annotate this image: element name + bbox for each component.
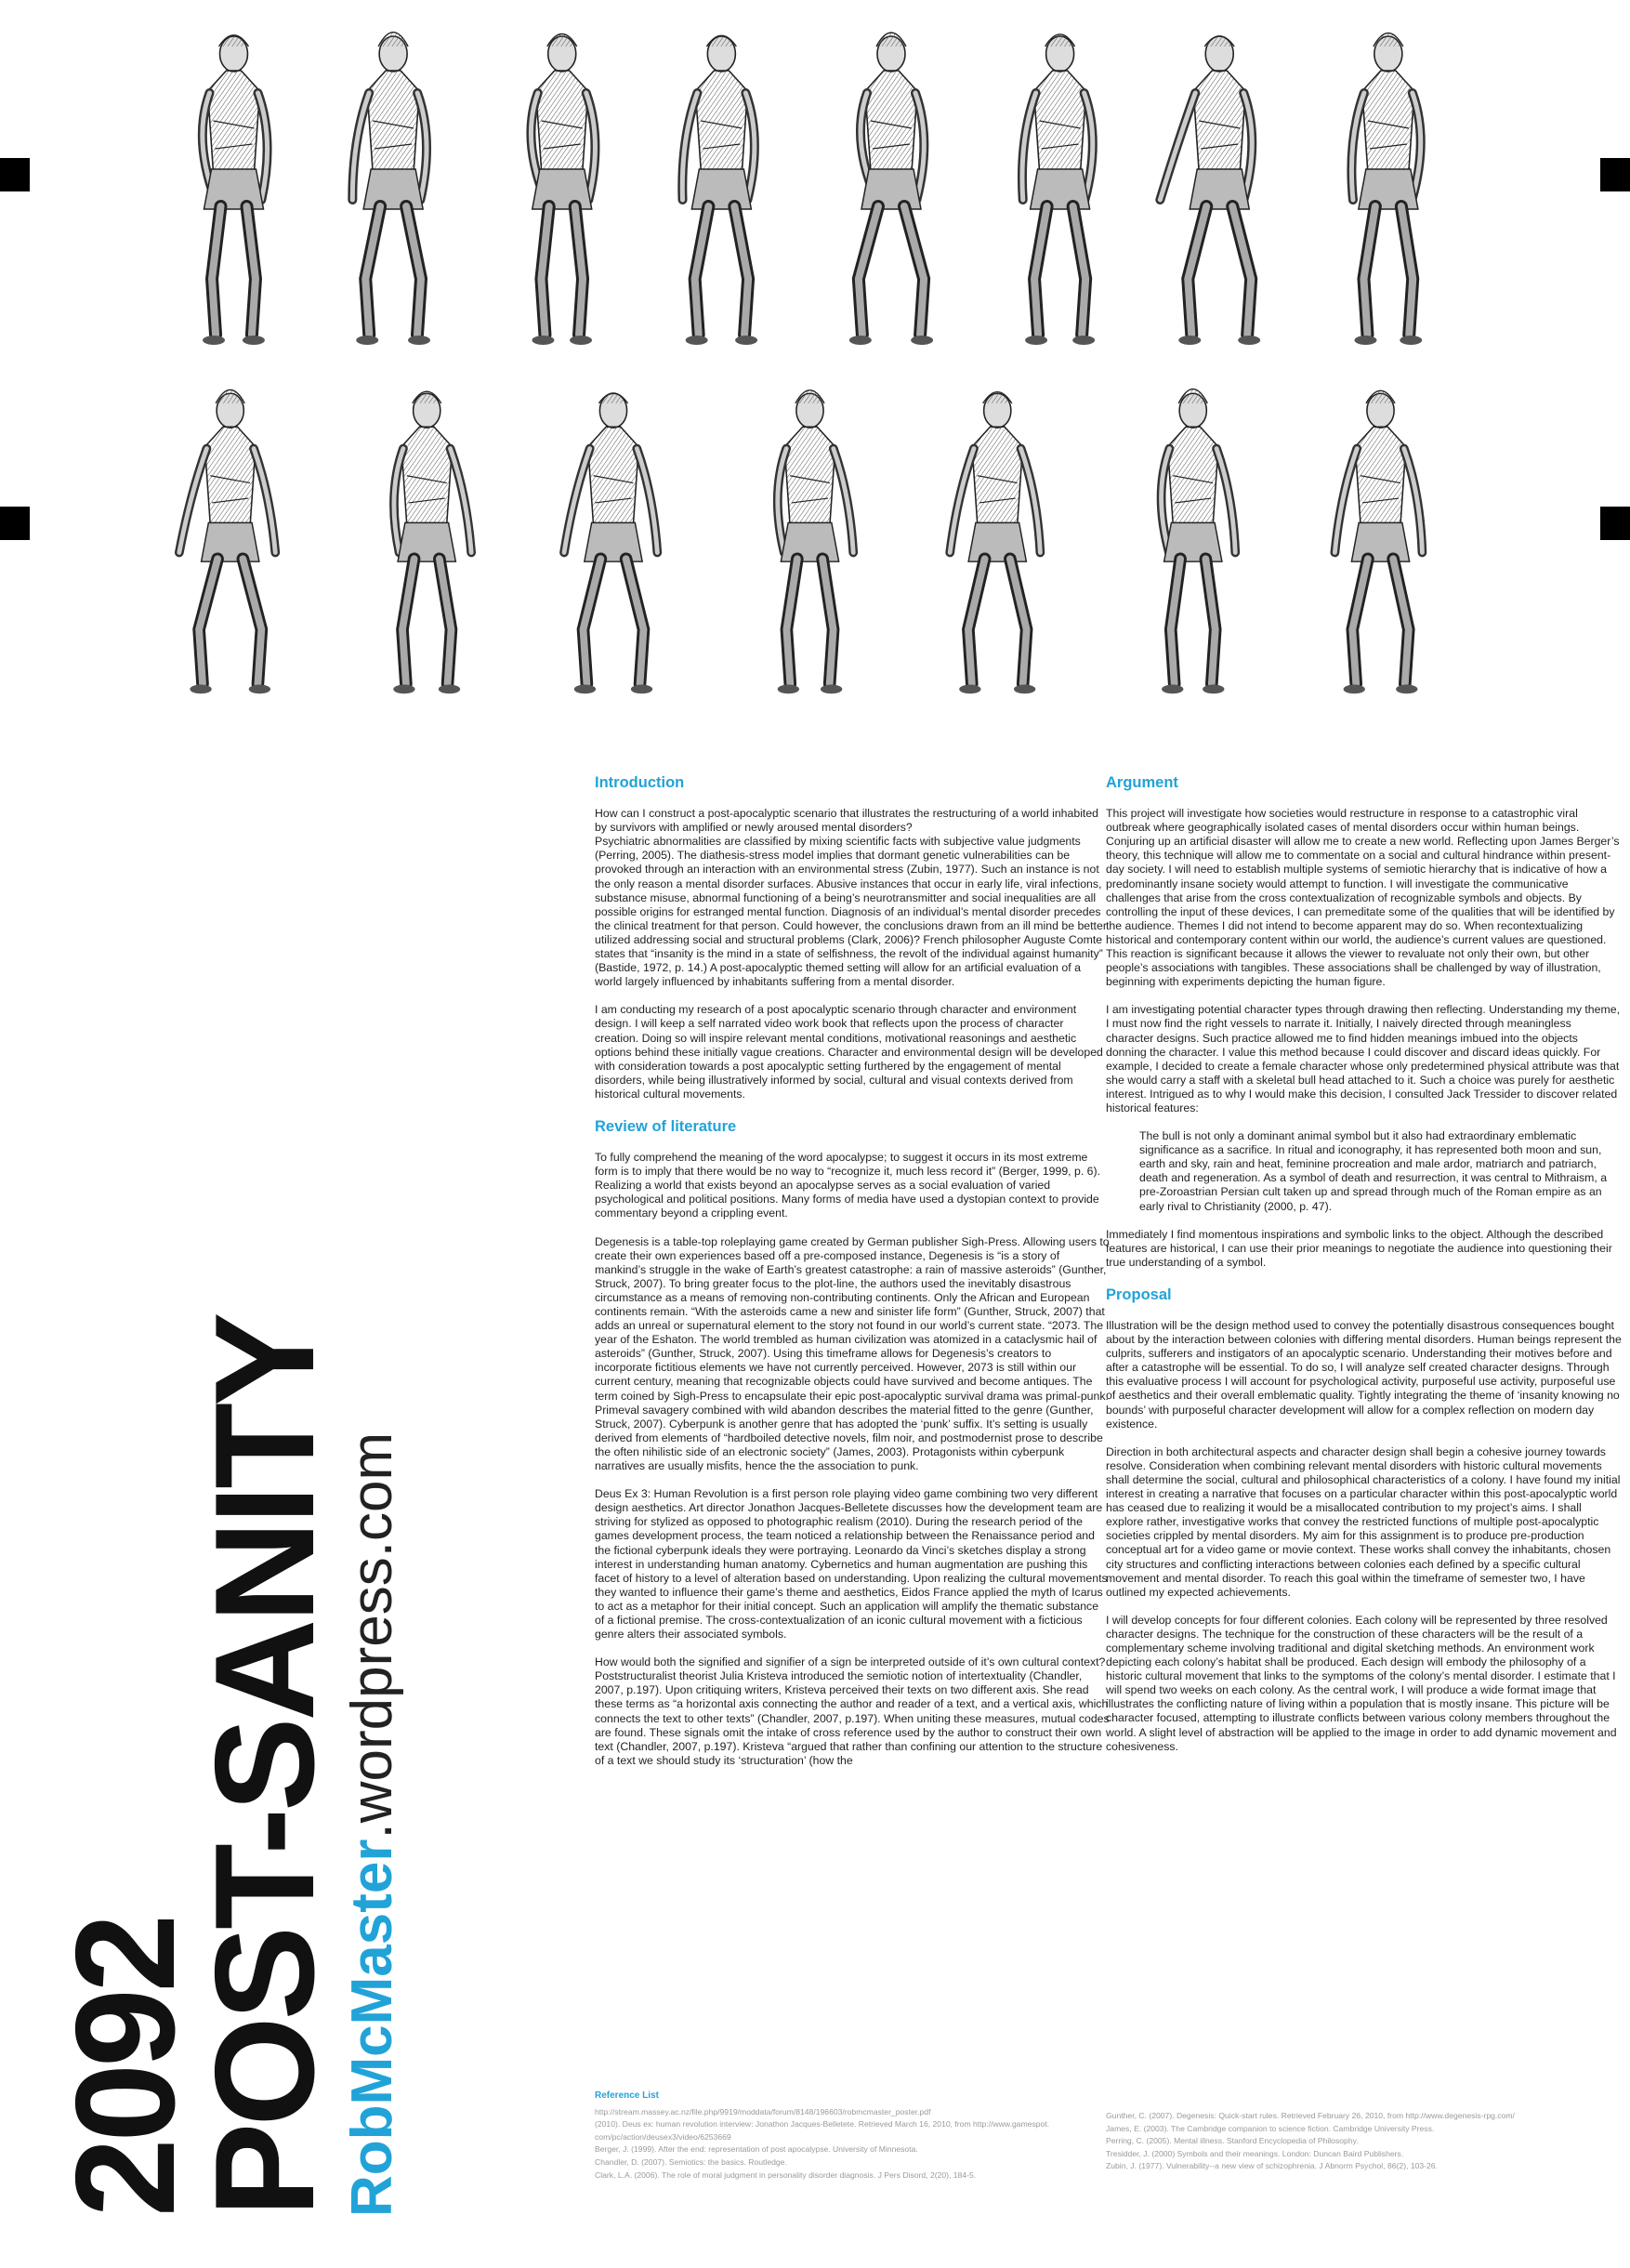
character-sketch xyxy=(322,9,471,353)
character-sketch xyxy=(927,367,1075,702)
review-paragraph: Deus Ex 3: Human Revolution is a first person role playing video game combining two very different design aesthetics. Art director Jonathon Jacques-Belletete discusses how the development team are striving for stylized as opposed to photographic realism (2010). During the research period of the games development process, the team noticed a relationship between the Renaissance period and the fictional cyberpunk ideals they were portraying. Leonardo da Vinci’s sketches display a strong interest in understanding human anatomy. Cybernetics and human augmentation are pushing this facet of history to a level of alteration based on understanding. Upon realizing the cultural movements they wanted to influence their game’s theme and aesthetics, Eidos France applied the myth of Icarus to act as a metaphor for their initial concept. Such an application will amplify the thematic substance of a fictional premise. The cross-contextualization of an iconic cultural movement with a ficticious genre alters their associated symbols. xyxy=(595,1487,1108,1642)
introduction-paragraph: How can I construct a post-apocalyptic scenario that illustrates the restructuring of a world inhabited by survivors with amplified or newly aroused mental disorders? xyxy=(595,807,1099,835)
reference-list-left xyxy=(595,2090,1111,2182)
proposal-heading: Proposal xyxy=(1106,1286,1172,1303)
proposal-paragraph: Illustration will be the design method used to convey the potentially disastrous consequences bought about by the interaction between colonies with differing mental disorders. Human beings represent the culprits, sufferers and instigators of an apocalyptic scenario. Understanding their motives before and after a catastrophe will be essential. To do so, I will analyze self created character designs. Through this evaluative process I will account for psychological activity, purposeful use activity, purposeful use of aesthetics and their overall emblematic quality. Tightly integrating the theme of ‘insanity knowing no bounds’ with purposeful character development will allow for a complex reflection on modern day existence. xyxy=(1106,1319,1622,1431)
argument-heading: Argument xyxy=(1106,774,1178,791)
character-sketch xyxy=(542,367,690,702)
right-margin-bar-bottom xyxy=(1600,507,1630,540)
author-blog-url[interactable] xyxy=(340,767,405,2217)
reference-entry: Chandler, D. (2007). Semiotics: the basics. Routledge. xyxy=(595,2156,787,2167)
character-sketch xyxy=(350,367,499,702)
character-sketch xyxy=(158,367,307,702)
character-sketch xyxy=(487,9,636,353)
proposal-paragraph: Direction in both architectural aspects and character design shall begin a cohesive journey towards resolve. Consideration when combining relevant mental disorders with historic cultural movements shall determine the social, cultural and philosophical characteristics of a colony. I have found my initial interest in creating a narrative that focuses on a particular character within this post-apocalyptic world has ceased due to realizing it would be a misallocated contribution to my project’s aims. I shall explore rather, investigative works that convey the restricted functions of multiple post-apocalyptic societies crippled by mental disorders. My aim for this assignment is to produce pre-production conceptual art for a video game or movie context. These works shall convey the inhabitants, chosen city structures and conflicting interactions between colonies each defined by a specific cultural movement and mental disorder. To reach this goal within the timeframe of semester two, I have outlined my expected achievements. xyxy=(1106,1444,1621,1599)
argument-paragraph: I am investigating potential character types through drawing then reflecting. Understanding my theme, I must now find the right vessels to narrate it. Initially, I naively directed through meaningless character designs. Such practice allowed me to find hidden meanings imbued into the objects donning the character. I value this method because I could discover and discard ideas quickly. For example, I decided to create a female character whose only predetermined physical attribute was that she would carry a staff with a skeletal bull head attached to it. Such a choice was purely for aesthetic interest. Intrigued as to why I would make this decision, I consulted Jack Tressider to discover related historical features: xyxy=(1106,1003,1620,1114)
argument-paragraph: Immediately I find momentous inspirations and symbolic links to the object. Although the described features are historical, I can use their prior meanings to negotiate the audience into questioning their true understanding of a symbol. xyxy=(1106,1227,1612,1269)
character-sketch xyxy=(1310,9,1459,353)
reference-entry: (2010). Deus ex: human revolution interview: Jonathon Jacques-Belletete. Retrieved March 16, 2010, from http://www.gamespot. xyxy=(595,2119,1050,2130)
review-paragraph: Degenesis is a table-top roleplaying game created by German publisher Sigh-Press. Allowing users to create their own experiences based off a pre-composed instance, Degenesis is “is a story of mankind’s struggle in the wake of Earth’s greatest catastrophe: a rain of massive asteroids” (Gunther, Struck, 2007). To bring greater focus to the plot-line, the authors used the inevitably disastrous circumstance as a means of removing non-contributing continents. Only the African and European continents remain. “With the asteroids came a new and sinister life form” (Gunther, Struck, 2007) that adds an unreal or supernatural element to the story not found in our world’s current state. “2073. The year of the Eshaton. The world trembled as human civilization was atomized in a cataclysmic hail of asteroids” (Gunther, Struck, 2007). Using this timeframe allows for Degenesis’s creators to incorporate fictitious elements we have not currently perceived. However, 2073 is still within our current century, meaning that recognizable objects could have survived and become antiques. The term coined by Sigh-Press to encapsulate their epic post-apocalyptic survival drama was primal-punk. Primeval savagery combined with wild abandon describes the material fitted to the genre (Gunther, Struck, 2007). Cyberpunk is another genre that has adopted the ‘punk’ suffix. It’s setting is usually derived from elements of “hardboiled detective novels, film noir, and postmodernist prose to describe the often nihilistic side of an electronic society” (James, 2003). Protagonists within cyberpunk narratives are usually misfits, hence the the association to punk. xyxy=(595,1234,1110,1473)
reference-entry: com/pc/action/deusex3/video/6253669 xyxy=(595,2131,731,2142)
reference-entry: James, E. (2003). The Cambridge companion to science fiction. Cambridge University Press. xyxy=(1106,2123,1435,2133)
author-domain: .wordpress.com xyxy=(340,1431,404,1839)
character-sketch xyxy=(1146,9,1295,353)
character-sketch xyxy=(651,9,800,353)
character-sketch xyxy=(734,367,883,702)
review-heading: Review of literature xyxy=(595,1117,737,1135)
tressider-quote: The bull is not only a dominant animal symbol but it also had extraordinary emblematic significance as a sacrifice. In ritual and iconography, it has represented both moon and sun, earth and sky, rain and heat, feminine procreation and male ardor, matriarch and patriarch, death and regeneration. As a symbol of death and resurrection, it was central to Mithraism, a pre-Zoroastrian Persian cult taken up and spread through much of the Roman empire as an early rival to Christianity (2000, p. 47). xyxy=(1139,1129,1608,1213)
review-paragraph: How would both the signified and signifier of a sign be interpreted outside of it’s own cultural context? Poststructuralist theorist Julia Kristeva introduced the semiotic notion of intertextuality (Chandler, 2007, p.197). Upon critiquing writers, Kristeva perceived their texts on two different axis. She read these terms as “a horizontal axis connecting the author and reader of a text, and a vertical axis, which connects the text to other texts” (Chandler, 2007, p.197). When uniting these measures, mutual codes are found. These signals omit the intake of cross reference used by the author to construct their own text (Chandler, 2007, p.197). Kristeva “argued that rather than confining our attention to the structure of a text we should study its ‘structuration’ (how the xyxy=(595,1655,1110,1767)
reference-entry: Gunther, C. (2007). Degenesis: Quick-start rules. Retrieved February 26, 2010, from http://www.degenesis-rpg.com/ xyxy=(1106,2111,1515,2120)
introduction-paragraph: I am conducting my research of a post apocalyptic scenario through character and environment design. I will keep a self narrated video work book that reflects upon the process of character creation. Doing so will inspire relevant mental conditions, motivational reasonings and aesthetic options behind these initially vague creations. Character and environmental design will be developed with consideration towards a post apocalyptic setting furthered by the engagement of mental disorders, while being illustratively informed by social, cultural and visual contexts derived from historical cultural movements. xyxy=(595,1003,1103,1101)
poster-title: POST-SANITY xyxy=(186,1315,344,2217)
reference-entry: Zubin, J. (1977). Vulnerability--a new view of schizophrenia. J Abnorm Psychol, 86(2), 103-26. xyxy=(1106,2161,1438,2171)
character-sketch xyxy=(981,9,1130,353)
reference-list-heading: Reference List xyxy=(595,2090,659,2101)
author-name: RobMcMaster xyxy=(340,1839,404,2217)
left-margin-bar-bottom xyxy=(0,507,30,540)
character-sketches-row-2 xyxy=(158,367,1459,702)
text-column-right xyxy=(1106,776,1622,1768)
reference-entry: Clark, L.A. (2006). The role of moral judgment in personality disorder diagnosis. J Pers Disord, 2(20), 184-5. xyxy=(595,2169,977,2180)
text-column-left xyxy=(595,776,1111,1782)
proposal-paragraph: I will develop concepts for four different colonies. Each colony will be represented by three resolved character designs. The technique for the construction of these characters will be the result of a complementary scheme involving traditional and digital sketching methods. An environment work depicting each colony’s habitat shall be produced. Each design will embody the philosophy of a historic cultural movement that links to the symptoms of the colony’s mental disorder. I estimate that I will spend two weeks on each colony. As the central work, I will produce a wide format image that illustrates the conflicting nature of living within a population that is mostly insane. This picture will be character focused, attempting to illustrate conflicts between various colony members throughout the world. A slight level of abstraction will be applied to the image in order to add dynamic movement and cohesiveness. xyxy=(1106,1613,1617,1753)
review-paragraph: To fully comprehend the meaning of the word apocalypse; to suggest it occurs in its most extreme form is to imply that there would be no way to “recognize it, much less record it” (Berger, 1999, p. 6). Realizing a world that exists beyond an apocalypse serves as a social evaluation of varied psychological and political positions. Many forms of media have used a dystopian context to provide commentary beyond a crippling event. xyxy=(595,1151,1101,1220)
reference-entry: Perring, C. (2005). Mental illness. Stanford Encyclopedia of Philosophy. xyxy=(1106,2136,1359,2146)
right-margin-bar-top xyxy=(1600,158,1630,191)
left-margin-bar-top xyxy=(0,158,30,191)
poster-year: 2092 xyxy=(46,1917,204,2217)
reference-entry: Berger, J. (1999). After the end: representation of post apocalypse. University of Minnesota. xyxy=(595,2144,918,2155)
reference-list-right xyxy=(1106,2110,1622,2173)
reference-entry[interactable]: http://stream.massey.ac.nz/file.php/9919/moddata/forum/8148/196603/robmcmaster_poster.pdf xyxy=(595,2106,931,2116)
argument-paragraph: This project will investigate how societies would restructure in response to a catastrophic viral outbreak where geographically isolated cases of mental disorders occur within human beings. Conjuring up an artificial disaster will allow me to create a new world. Reflecting upon James Berger’s theory, this technique will allow me to commentate on a social and cultural hindrance within present-day society. I will need to establish multiple systems of semiotic hierarchy that is indicative of how a predominantly insane society would attempt to function. I will investigate the communicative challenges that arise from the cross contextualization of recognizable symbols and objects. By controlling the input of these devices, I can premeditate some of the qualities that will be identified by the audience. Themes I did not intend to become apparent may do so. When recontextualizing historical and contemporary content within our world, the audience’s current values are questioned. This reaction is significant because it allows the viewer to revaluate not only their own, but other people’s associations with tangibles. These associations shall be challenged by way of illustration, beginning with experiments depicting the human figure. xyxy=(1106,807,1620,989)
character-sketch xyxy=(1310,367,1459,702)
character-sketch xyxy=(158,9,307,353)
reference-entry: Tresidder, J. (2000) Symbols and their meanings. London: Duncan Baird Publishers. xyxy=(1106,2148,1404,2158)
introduction-paragraph: Psychiatric abnormalities are classified by mixing scientific facts with subjective value judgments (Perring, 2005). The diathesis-stress model implies that dormant genetic vulnerabilities can be provoked through an interaction with an environmental stress (Zubin, 1977). Such an instance is not the only reason a mental disorder surfaces. Abusive instances that occur in early life, viral infections, substance misuse, abnormal functioning of a being’s neurotransmitter and social inequalities are all possible origins for estranged mental function. Diagnosis of an individual’s mental disorder precedes the clinical treatment for that person. Could however, the conclusions drawn from an ill mind be better utilized addressing social and structural problems (Clark, 2006)? French philosopher Auguste Comte states that “insanity is the mind in a state of selfishness, the revolt of the individual against humanity” (Bastide, 1972, p. 14.) A post-apocalyptic themed setting will allow for an artificial evaluation of a world largely influenced by inhabitants suffering from a mental disorder. xyxy=(595,835,1107,989)
character-sketch xyxy=(1118,367,1267,702)
character-sketch xyxy=(817,9,966,353)
character-sketches-row-1 xyxy=(158,9,1459,353)
poster-title-block xyxy=(46,767,405,2217)
introduction-heading: Introduction xyxy=(595,774,685,791)
